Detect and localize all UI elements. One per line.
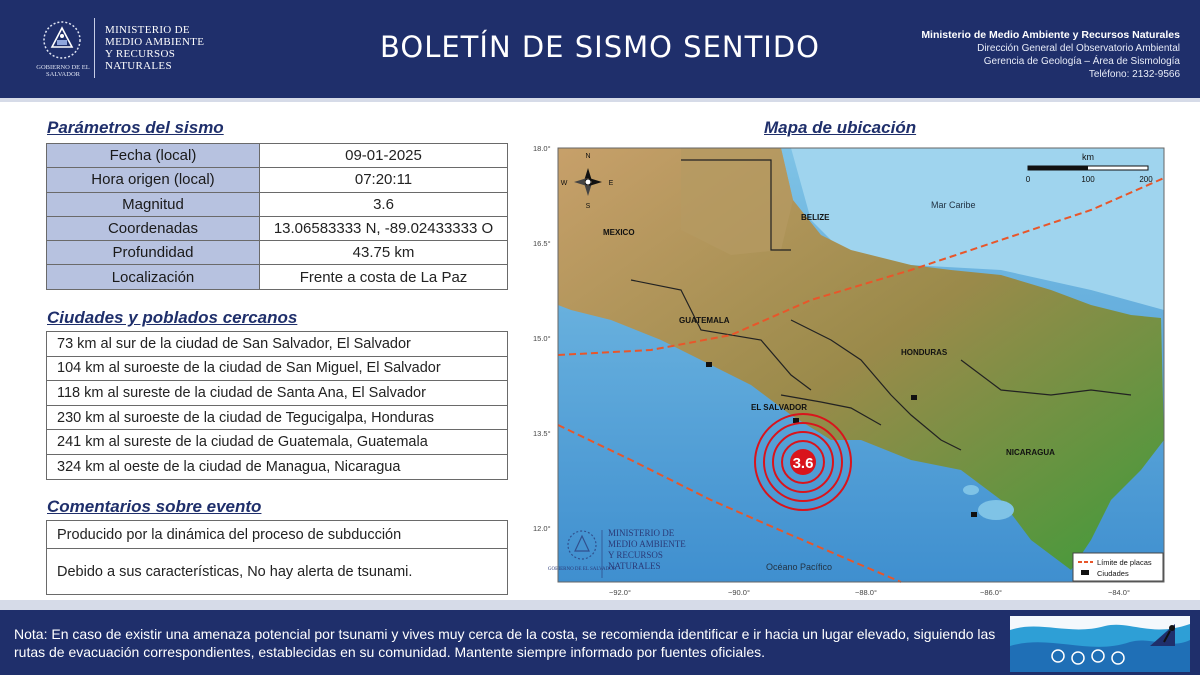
lake-managua bbox=[963, 485, 979, 495]
country-label: BELIZE bbox=[801, 213, 830, 222]
city-distance: 230 km al suroeste de la ciudad de Tegucigalpa, Honduras bbox=[47, 405, 508, 430]
param-label: Coordenadas bbox=[47, 216, 260, 240]
footer-separator bbox=[0, 600, 1200, 610]
lon-label: −88.0° bbox=[855, 588, 877, 597]
comment-text: Debido a sus características, No hay alerta de tsunami. bbox=[47, 549, 508, 595]
tsunami-note: Nota: En caso de existir una amenaza potencial por tsunami y vives muy cerca de la costa, se recomienda identificar e ir hacia un lugar elevado, siguiendo las rutas de evacuación correspondientes, establecidas en su comunidad. Mantente siempre informado por fuentes oficiales. bbox=[14, 626, 996, 660]
magnitude-label: 3.6 bbox=[792, 455, 814, 472]
ministry-line: Y RECURSOS bbox=[105, 48, 176, 60]
scale-tick: 100 bbox=[1081, 175, 1095, 184]
header-contact-block bbox=[921, 29, 1180, 81]
header-banner bbox=[0, 0, 1200, 98]
coat-of-arms-icon bbox=[42, 20, 82, 60]
lon-label: −84.0° bbox=[1108, 588, 1130, 597]
param-value: Frente a costa de La Paz bbox=[260, 265, 508, 289]
tsunami-evacuation-logo bbox=[1010, 616, 1190, 672]
table-row bbox=[47, 405, 508, 430]
location-map bbox=[531, 140, 1167, 598]
legend-label: Ciudades bbox=[1097, 569, 1129, 578]
table-row bbox=[47, 168, 508, 192]
table-row bbox=[47, 265, 508, 289]
cities-table bbox=[46, 331, 508, 480]
table-row bbox=[47, 356, 508, 381]
table-row bbox=[47, 521, 508, 549]
header-contact-line: Gerencia de Geología – Área de Sismología bbox=[983, 56, 1180, 67]
table-row bbox=[47, 241, 508, 265]
param-value: 09-01-2025 bbox=[260, 144, 508, 168]
lat-label: 18.0° bbox=[533, 144, 551, 153]
city-marker bbox=[911, 395, 917, 400]
table-row bbox=[47, 144, 508, 168]
table-row bbox=[47, 216, 508, 240]
sea-label: Océano Pacífico bbox=[766, 562, 833, 572]
compass-w: W bbox=[560, 180, 568, 187]
lake-nicaragua bbox=[978, 500, 1014, 520]
params-table bbox=[46, 143, 508, 290]
comments-title: Comentarios sobre evento bbox=[47, 497, 262, 516]
city-marker bbox=[706, 362, 712, 367]
table-row bbox=[47, 381, 508, 406]
table-row bbox=[47, 549, 508, 595]
params-title: Parámetros del sismo bbox=[47, 118, 224, 137]
map-title: Mapa de ubicación bbox=[764, 118, 917, 137]
param-value: 13.06583333 N, -89.02433333 O bbox=[260, 216, 508, 240]
country-label: EL SALVADOR bbox=[751, 403, 808, 412]
watermark-line: Y RECURSOS bbox=[608, 550, 663, 560]
country-label: MEXICO bbox=[603, 228, 635, 237]
lon-label: −90.0° bbox=[728, 588, 750, 597]
ministry-line: MINISTERIO DE bbox=[105, 24, 190, 36]
scale-tick: 0 bbox=[1025, 175, 1031, 184]
legend-city-swatch bbox=[1081, 570, 1089, 575]
gov-label: GOBIERNO DE EL SALVADOR bbox=[36, 64, 90, 78]
watermark-line: MEDIO AMBIENTE bbox=[608, 539, 686, 549]
comments-table bbox=[46, 520, 508, 595]
cities-title: Ciudades y poblados cercanos bbox=[47, 308, 298, 327]
table-row bbox=[47, 332, 508, 357]
city-distance: 73 km al sur de la ciudad de San Salvador, El Salvador bbox=[47, 332, 508, 357]
scale-tick: 200 bbox=[1139, 175, 1153, 184]
watermark-gov: GOBIERNO DE EL SALVADOR bbox=[547, 567, 617, 572]
comment-text: Producido por la dinámica del proceso de subducción bbox=[47, 521, 508, 549]
ministry-line: MEDIO AMBIENTE bbox=[105, 36, 205, 48]
compass-s: S bbox=[585, 203, 591, 210]
lon-label: −92.0° bbox=[609, 588, 631, 597]
header-underline bbox=[0, 98, 1200, 102]
param-label: Profundidad bbox=[47, 241, 260, 265]
param-value: 43.75 km bbox=[260, 241, 508, 265]
header-contact-line: Ministerio de Medio Ambiente y Recursos Naturales bbox=[921, 29, 1180, 41]
param-label: Fecha (local) bbox=[47, 144, 260, 168]
table-row bbox=[47, 192, 508, 216]
ministry-line: NATURALES bbox=[105, 60, 172, 72]
param-value: 3.6 bbox=[260, 192, 508, 216]
scale-unit: km bbox=[1082, 152, 1094, 162]
lat-label: 13.5° bbox=[533, 429, 551, 438]
page-title: BOLETÍN DE SISMO SENTIDO bbox=[379, 30, 821, 64]
ministry-logo-text bbox=[105, 24, 204, 72]
city-distance: 324 km al oeste de la ciudad de Managua, Nicaragua bbox=[47, 454, 508, 479]
map-svg bbox=[531, 140, 1167, 598]
watermark-line: NATURALES bbox=[608, 561, 661, 571]
footer-banner bbox=[0, 610, 1200, 675]
country-label: NICARAGUA bbox=[1006, 448, 1055, 457]
tsunami-wave-icon bbox=[1010, 616, 1190, 672]
lat-label: 16.5° bbox=[533, 239, 551, 248]
lat-label: 15.0° bbox=[533, 334, 551, 343]
country-label: GUATEMALA bbox=[679, 316, 730, 325]
compass-e: E bbox=[608, 180, 614, 187]
param-label: Hora origen (local) bbox=[47, 168, 260, 192]
lat-label: 12.0° bbox=[533, 524, 551, 533]
param-label: Magnitud bbox=[47, 192, 260, 216]
header-divider bbox=[94, 18, 95, 78]
scale-bar-segment bbox=[1028, 166, 1088, 170]
city-distance: 118 km al sureste de la ciudad de Santa Ana, El Salvador bbox=[47, 381, 508, 406]
header-contact-line: Dirección General del Observatorio Ambiental bbox=[977, 43, 1180, 54]
country-label: HONDURAS bbox=[901, 348, 948, 357]
sea-label: Mar Caribe bbox=[931, 200, 976, 210]
table-row bbox=[47, 454, 508, 479]
lon-label: −86.0° bbox=[980, 588, 1002, 597]
legend-label: Límite de placas bbox=[1097, 558, 1152, 567]
param-value: 07:20:11 bbox=[260, 168, 508, 192]
param-label: Localización bbox=[47, 265, 260, 289]
city-distance: 241 km al sureste de la ciudad de Guatemala, Guatemala bbox=[47, 430, 508, 455]
city-distance: 104 km al suroeste de la ciudad de San Miguel, El Salvador bbox=[47, 356, 508, 381]
city-marker bbox=[971, 512, 977, 517]
header-phone: Teléfono: 2132-9566 bbox=[1088, 69, 1180, 80]
city-marker bbox=[793, 418, 799, 423]
compass-n: N bbox=[585, 153, 591, 160]
table-row bbox=[47, 430, 508, 455]
watermark-line: MINISTERIO DE bbox=[608, 528, 675, 538]
